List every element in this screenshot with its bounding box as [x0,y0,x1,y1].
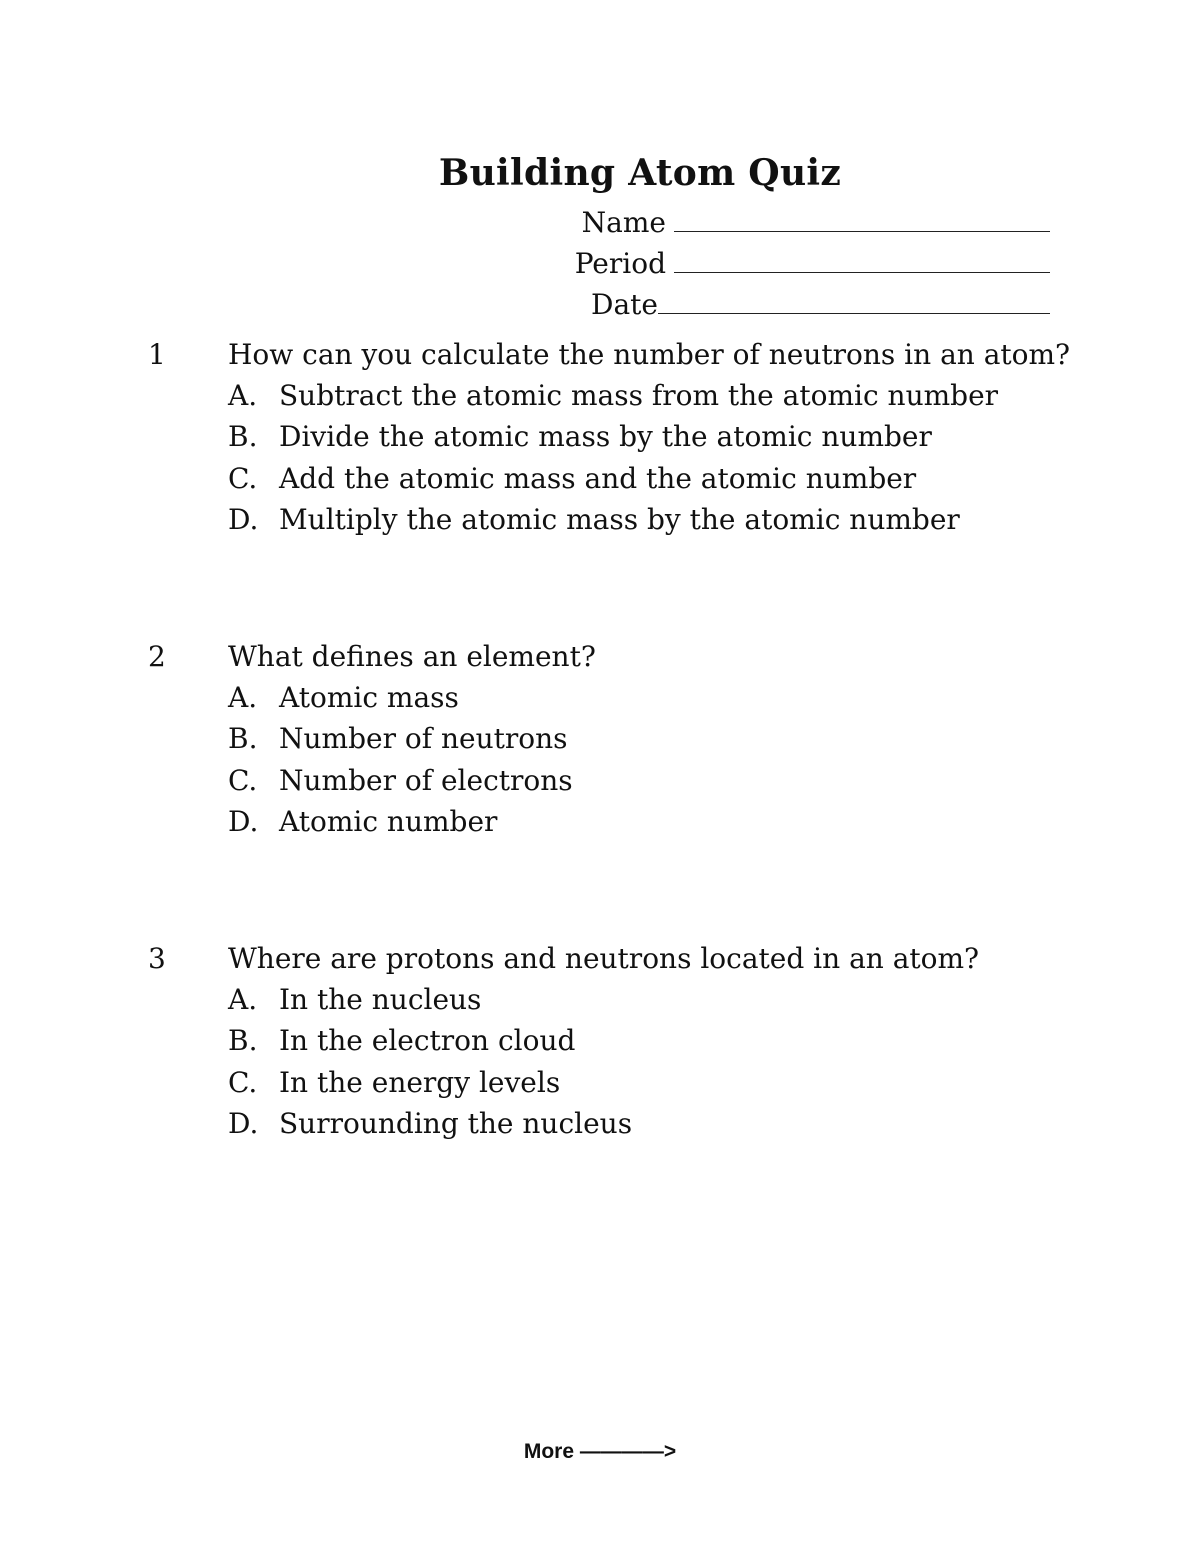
option-letter: C. [228,763,258,797]
answer-option-b[interactable] [228,722,1148,763]
option-text: Surrounding the nucleus [279,1106,633,1140]
option-letter: A. [228,379,258,412]
name-blank-line[interactable] [674,207,1050,232]
answer-options [228,983,1148,1148]
page-title: Building Atom Quiz [438,152,842,194]
answer-option-a[interactable] [228,983,1148,1024]
answer-option-a[interactable] [228,379,1148,420]
option-text: Number of neutrons [279,722,568,756]
question-row [148,640,1148,681]
answer-option-b[interactable] [228,420,1148,461]
question-row [148,338,1148,379]
date-field-row [570,288,1050,329]
answer-options [228,681,1148,846]
answer-option-d[interactable] [228,1107,1148,1148]
answer-option-c[interactable] [228,764,1148,805]
period-label: Period [574,247,666,280]
period-field-row [570,247,1050,288]
period-blank-line[interactable] [674,248,1050,273]
option-letter: D. [228,502,259,536]
question-row [148,942,1148,983]
question-3 [148,942,1148,1148]
option-text: Number of electrons [279,763,573,797]
question-text: What defines an element? [228,640,596,673]
option-text: Subtract the atomic mass from the atomic number [279,379,999,412]
question-number: 1 [148,338,166,371]
option-text: Multiply the atomic mass by the atomic number [279,502,960,536]
option-text: In the nucleus [279,983,482,1016]
question-1 [148,338,1148,544]
answer-option-d[interactable] [228,503,1148,544]
date-blank-line[interactable] [658,289,1050,314]
option-letter: A. [228,681,258,714]
more-footer: More ————> [523,1440,677,1463]
name-label: Name [581,206,666,239]
answer-option-a[interactable] [228,681,1148,722]
answer-options [228,379,1148,544]
option-text: Atomic number [279,804,498,838]
option-text: Divide the atomic mass by the atomic number [279,420,932,454]
question-2 [148,640,1148,846]
option-text: Atomic mass [279,681,459,714]
answer-option-b[interactable] [228,1024,1148,1065]
option-text: In the energy levels [279,1065,561,1099]
question-number: 2 [148,640,166,673]
option-letter: B. [228,1024,258,1058]
name-field-row [570,206,1050,247]
question-number: 3 [148,942,166,975]
option-letter: D. [228,1106,259,1140]
answer-option-c[interactable] [228,1066,1148,1107]
option-letter: D. [228,804,259,838]
option-letter: C. [228,461,258,495]
date-label: Date [591,288,658,321]
option-letter: B. [228,722,258,756]
option-text: In the electron cloud [279,1024,576,1058]
question-text: Where are protons and neutrons located in an atom? [228,942,980,975]
option-letter: C. [228,1065,258,1099]
option-letter: B. [228,420,258,454]
option-text: Add the atomic mass and the atomic number [279,461,917,495]
question-text: How can you calculate the number of neutrons in an atom? [228,338,1071,371]
answer-option-d[interactable] [228,805,1148,846]
option-letter: A. [228,983,258,1016]
student-info-fields [570,206,1050,329]
answer-option-c[interactable] [228,462,1148,503]
